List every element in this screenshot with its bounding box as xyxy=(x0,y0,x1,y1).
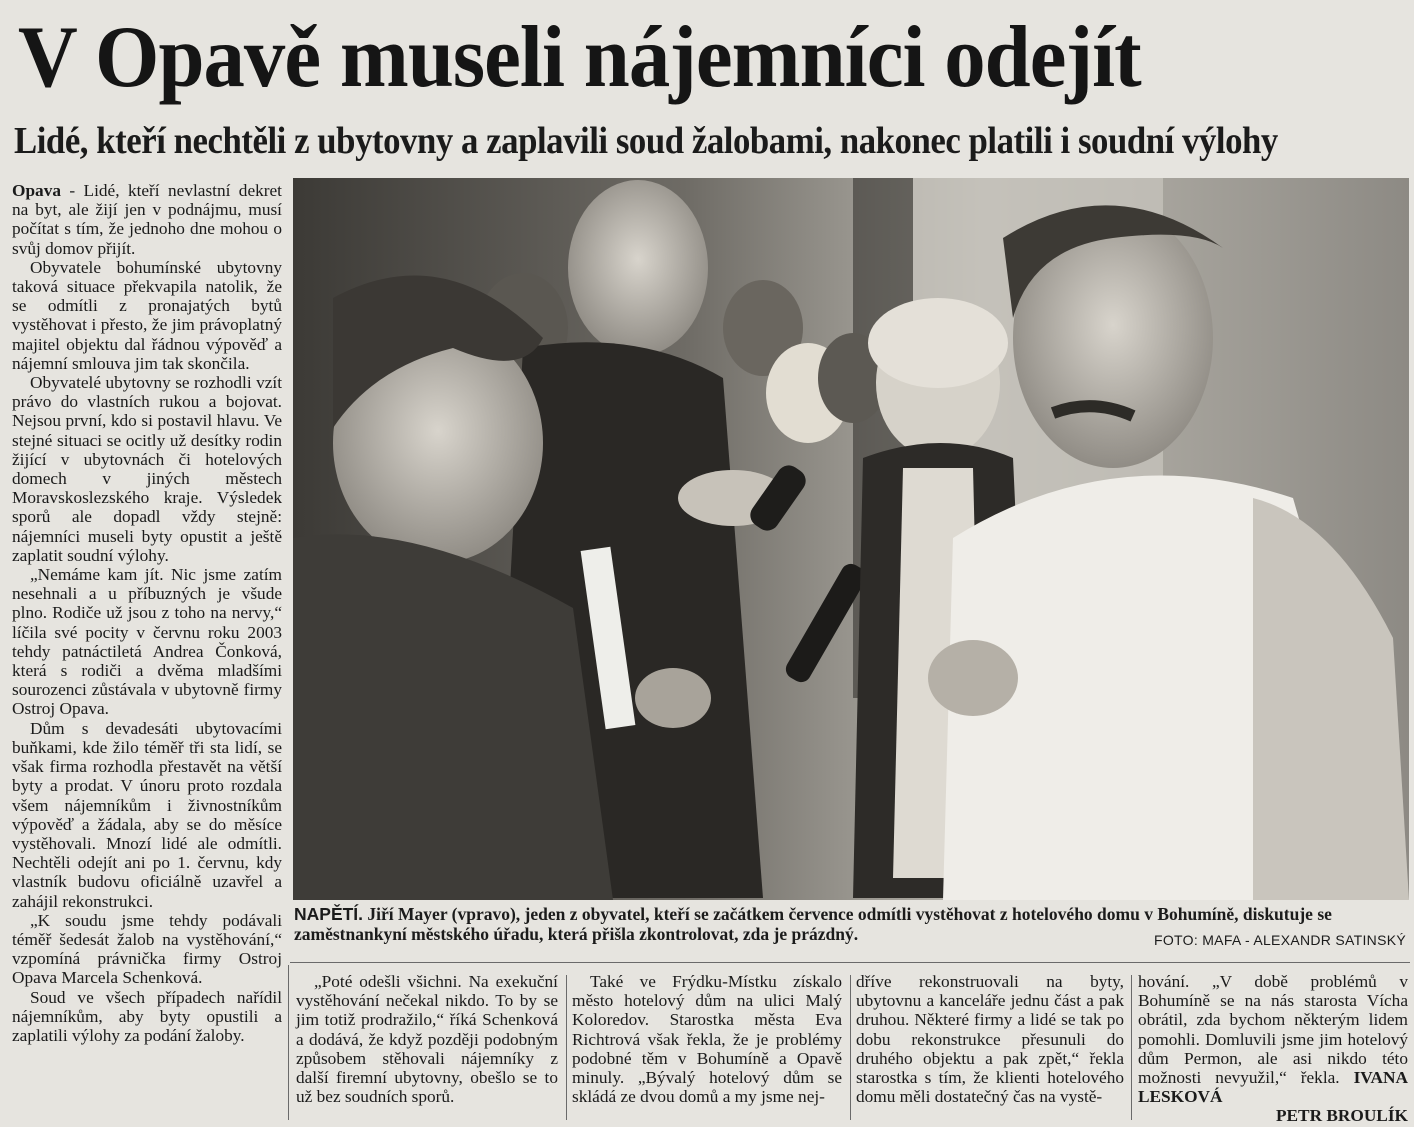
paragraph-text: hování. „V době problémů v Bohumíně se na nás starosta Vícha obrátil, zda bychom některým lidem pomohli. Domluvili jsme jim hotelový dům Permon, ale asi nikdo této možnosti nevyužil,“ řekla. xyxy=(1138,972,1408,1088)
paragraph: „K soudu jsme tehdy podávali téměř šedesát žalob na vystěhování,“ vzpomíná právnička firmy Ostroj Opava Marcela Schenková. xyxy=(12,910,282,988)
paragraph: Obyvatele bohumínské ubytovny taková situace překvapila natolik, že se odmítli z pronajatých bytů vystěhovat i přesto, že jim právoplatný majitel objektu dal řádnou výpověď a nájemní smlouva jim tak skončila. xyxy=(12,257,282,373)
bottom-column-2 xyxy=(296,972,558,1106)
author-1: IVANA LESKOVÁ xyxy=(1138,1068,1408,1107)
paragraph: Dům s devadesáti ubytovacími buňkami, kde žilo téměř tři sta lidí, se však firma rozhodla přestavět na větší byty a prodat. V únoru proto rozdala všem nájemníkům i živnostníkům výpověď a žádala, aby se do měsíce vystěhovali. Mnozí lidé ale odmítli. Nechtěli odejít ani po 1. červnu, kdy vlastník budovu oficiálně uzavřel a zahájil rekonstrukci. xyxy=(12,718,282,911)
paragraph: Soud ve všech případech nařídil nájemníkům, aby byty opustili a zaplatili výlohy za podání žaloby. xyxy=(12,987,282,1045)
paragraph: „Poté odešli všichni. Na exekuční vystěhování nečekal nikdo. To by se jim totiž prodražilo,“ říká Schenková a dodává, že když později podobným způsobem stěhovali nájemníky z další firemní ubytovny, obešlo se to už bez soudních sporů. xyxy=(296,972,558,1107)
bottom-column-5 xyxy=(1138,972,1408,1126)
news-photo xyxy=(293,178,1409,900)
paragraph xyxy=(12,181,282,258)
divider xyxy=(850,975,851,1120)
author-2: PETR BROULÍK xyxy=(1275,1106,1408,1126)
subheadline: Lidé, kteří nechtěli z ubytovny a zaplavili soud žalobami, nakonec platili i soudní výlohy xyxy=(14,120,1278,162)
paragraph: „Nemáme kam jít. Nic jsme zatím nesehnali a u příbuzných je všude plno. Rodiče už jsou z toho na nervy,“ líčila své pocity v červnu roku 2003 tehdy patnáctiletá Andrea Čonková, která s rodiči a dvěma mladšími sourozenci zůstávala v ubytovně firmy Ostroj Opava. xyxy=(12,565,282,719)
paragraph: dříve rekonstruovali na byty, ubytovnu a kanceláře jednu část a pak druhou. Některé firmy a lidé se tak po dobu rekonstrukce přesunuli do druhého objektu a pak zpět,“ řekla starostka s tím, že klienti hotelového domu měli dostatečný čas na vystě- xyxy=(856,972,1124,1107)
paragraph-text: - Lidé, kteří nevlastní dekret na byt, ale žijí jen v podnájmu, musí počítat s tím, že jednoho dne mohou o svůj domov přijít. xyxy=(12,181,282,258)
paragraph: Také ve Frýdku-Místku získalo město hotelový dům na ulici Malý Koloredov. Starostka města Eva Richtrová však řekla, že je problémy podobné těm v Bohumíně a Opavě minuly. „Bývalý hotelový dům se skládá ze dvou domů a my jsme nej- xyxy=(572,972,842,1107)
bottom-column-3 xyxy=(572,972,842,1106)
photo-illustration xyxy=(293,178,1409,900)
divider xyxy=(290,962,1410,963)
paragraph xyxy=(1138,972,1408,1106)
dateline: Opava xyxy=(12,181,61,200)
divider xyxy=(566,975,567,1120)
bottom-column-4 xyxy=(856,972,1124,1106)
paragraph: Obyvatelé ubytovny se rozhodli vzít právo do vlastních rukou a bojovat. Nejsou první, kdo si postavil hlavu. Ve stejné situaci se ocitly už desítky rodin žijící v ubytovnách či hotelových domech v jiných městech Moravskoslezského kraje. Výsledek sporů ale dopadl vždy stejně: nájemníci museli byty opustit a ještě zaplatit soudní výlohy. xyxy=(12,373,282,565)
caption-text: Jiří Mayer (vpravo), jeden z obyvatel, kteří se začátkem července odmítli vystěhovat z hotelového domu v Bohumíně, diskutuje se zaměstnankyní městského úřadu, která přišla zkontrolovat, zda je prázdný. xyxy=(294,904,1332,944)
divider xyxy=(288,965,289,1120)
left-column xyxy=(12,181,282,1045)
caption-tag: NAPĚTÍ. xyxy=(294,904,364,924)
headline: V Opavě museli nájemníci odejít xyxy=(18,9,1141,106)
divider xyxy=(1131,975,1132,1120)
photo-credit: FOTO: MAFA - ALEXANDR SATINSKÝ xyxy=(1154,932,1406,948)
